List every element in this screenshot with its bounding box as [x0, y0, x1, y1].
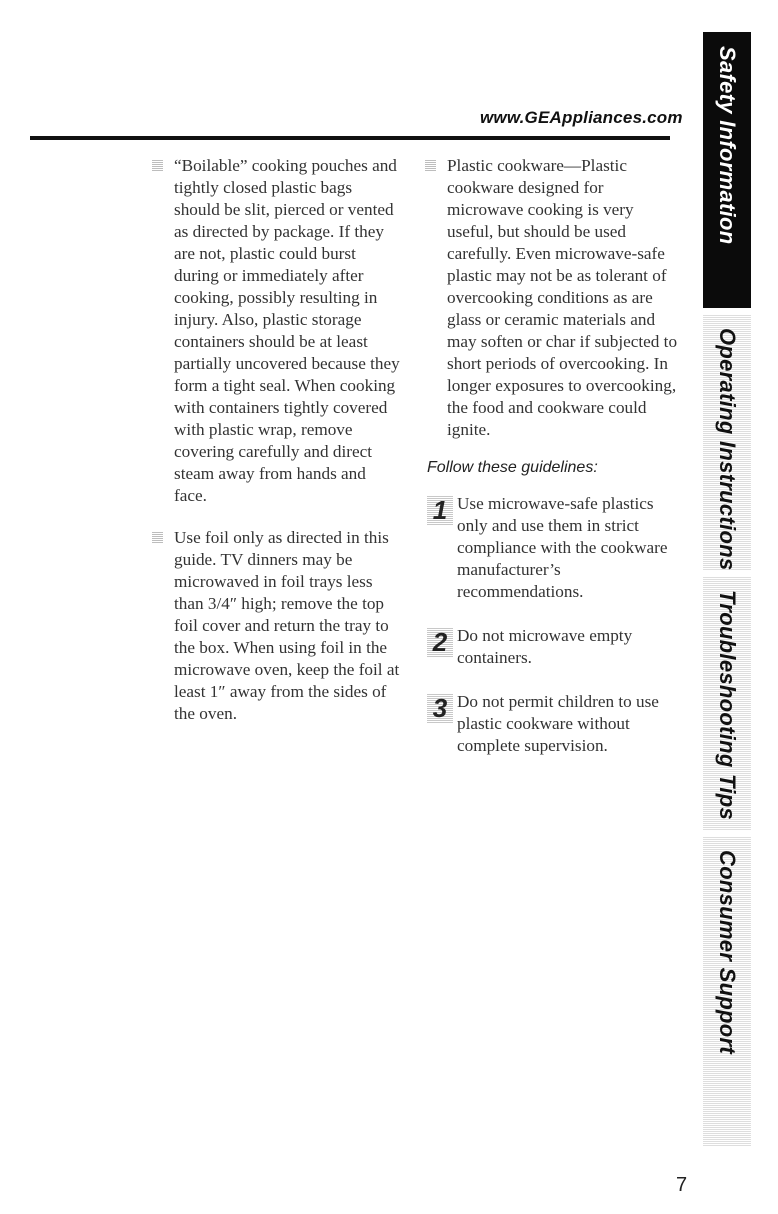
- guideline-item: [425, 493, 680, 603]
- left-column: [152, 155, 402, 745]
- tab-operating-instructions[interactable]: [703, 314, 751, 570]
- number-1-icon: 1: [427, 495, 453, 525]
- tab-label: Safety Information: [715, 46, 740, 245]
- bullet-icon: [152, 532, 163, 543]
- list-item: [425, 155, 680, 441]
- tab-troubleshooting-tips[interactable]: [703, 576, 751, 830]
- guideline-text: Do not permit children to use plastic cookware without complete supervision.: [457, 692, 659, 755]
- section-tabs: [703, 32, 751, 1152]
- right-column: [425, 155, 680, 779]
- paragraph-foil-usage: Use foil only as directed in this guide. TV dinners may be microwaved in foil trays less than 3/4″ high; remove the top foil cover and return the tray to the box. When using foil in the microwave oven, keep the foil at least 1″ away from the sides of the oven.: [174, 528, 400, 723]
- guideline-item: [425, 691, 680, 757]
- page-number: 7: [676, 1174, 688, 1196]
- tab-safety-information[interactable]: [703, 32, 751, 308]
- tab-label: Troubleshooting Tips: [715, 590, 740, 821]
- guidelines-heading: Follow these guidelines:: [427, 459, 598, 476]
- paragraph-plastic-cookware: Plastic cookware—Plastic cookware designed for microwave cooking is very useful, but should be used carefully. Even microwave-safe plastic may not be as tolerant of overcooking conditions as are glass or ceramic materials and may soften or char if subjected to short periods of overcooking. In longer exposures to overcooking, the food and cookware could ignite.: [447, 156, 678, 439]
- number-3-icon: 3: [427, 693, 453, 723]
- website-url: www.GEAppliances.com: [480, 108, 683, 127]
- tab-consumer-support[interactable]: [703, 836, 751, 1146]
- list-item: [152, 527, 402, 725]
- number-2-icon: 2: [427, 627, 453, 657]
- paragraph-boilable-pouches: “Boilable” cooking pouches and tightly closed plastic bags should be slit, pierced or vented as directed by package. If they are not, plastic could burst during or immediately after cooking, possibly resulting in injury. Also, plastic storage containers should be at least partially uncovered because they form a tight seal. When cooking with containers tightly covered with plastic wrap, remove covering carefully and direct steam away from hands and face.: [174, 156, 400, 505]
- bullet-icon: [425, 160, 436, 171]
- tab-label: Consumer Support: [715, 850, 740, 1055]
- bullet-icon: [152, 160, 163, 171]
- guideline-text: Do not microwave empty containers.: [457, 626, 633, 667]
- guideline-text: Use microwave-safe plastics only and use them in strict compliance with the cookware manufacturer’s recommendations.: [457, 494, 668, 601]
- tab-label: Operating Instructions: [715, 328, 740, 571]
- header-rule: [30, 136, 670, 140]
- guideline-item: [425, 625, 680, 669]
- list-item: [152, 155, 402, 507]
